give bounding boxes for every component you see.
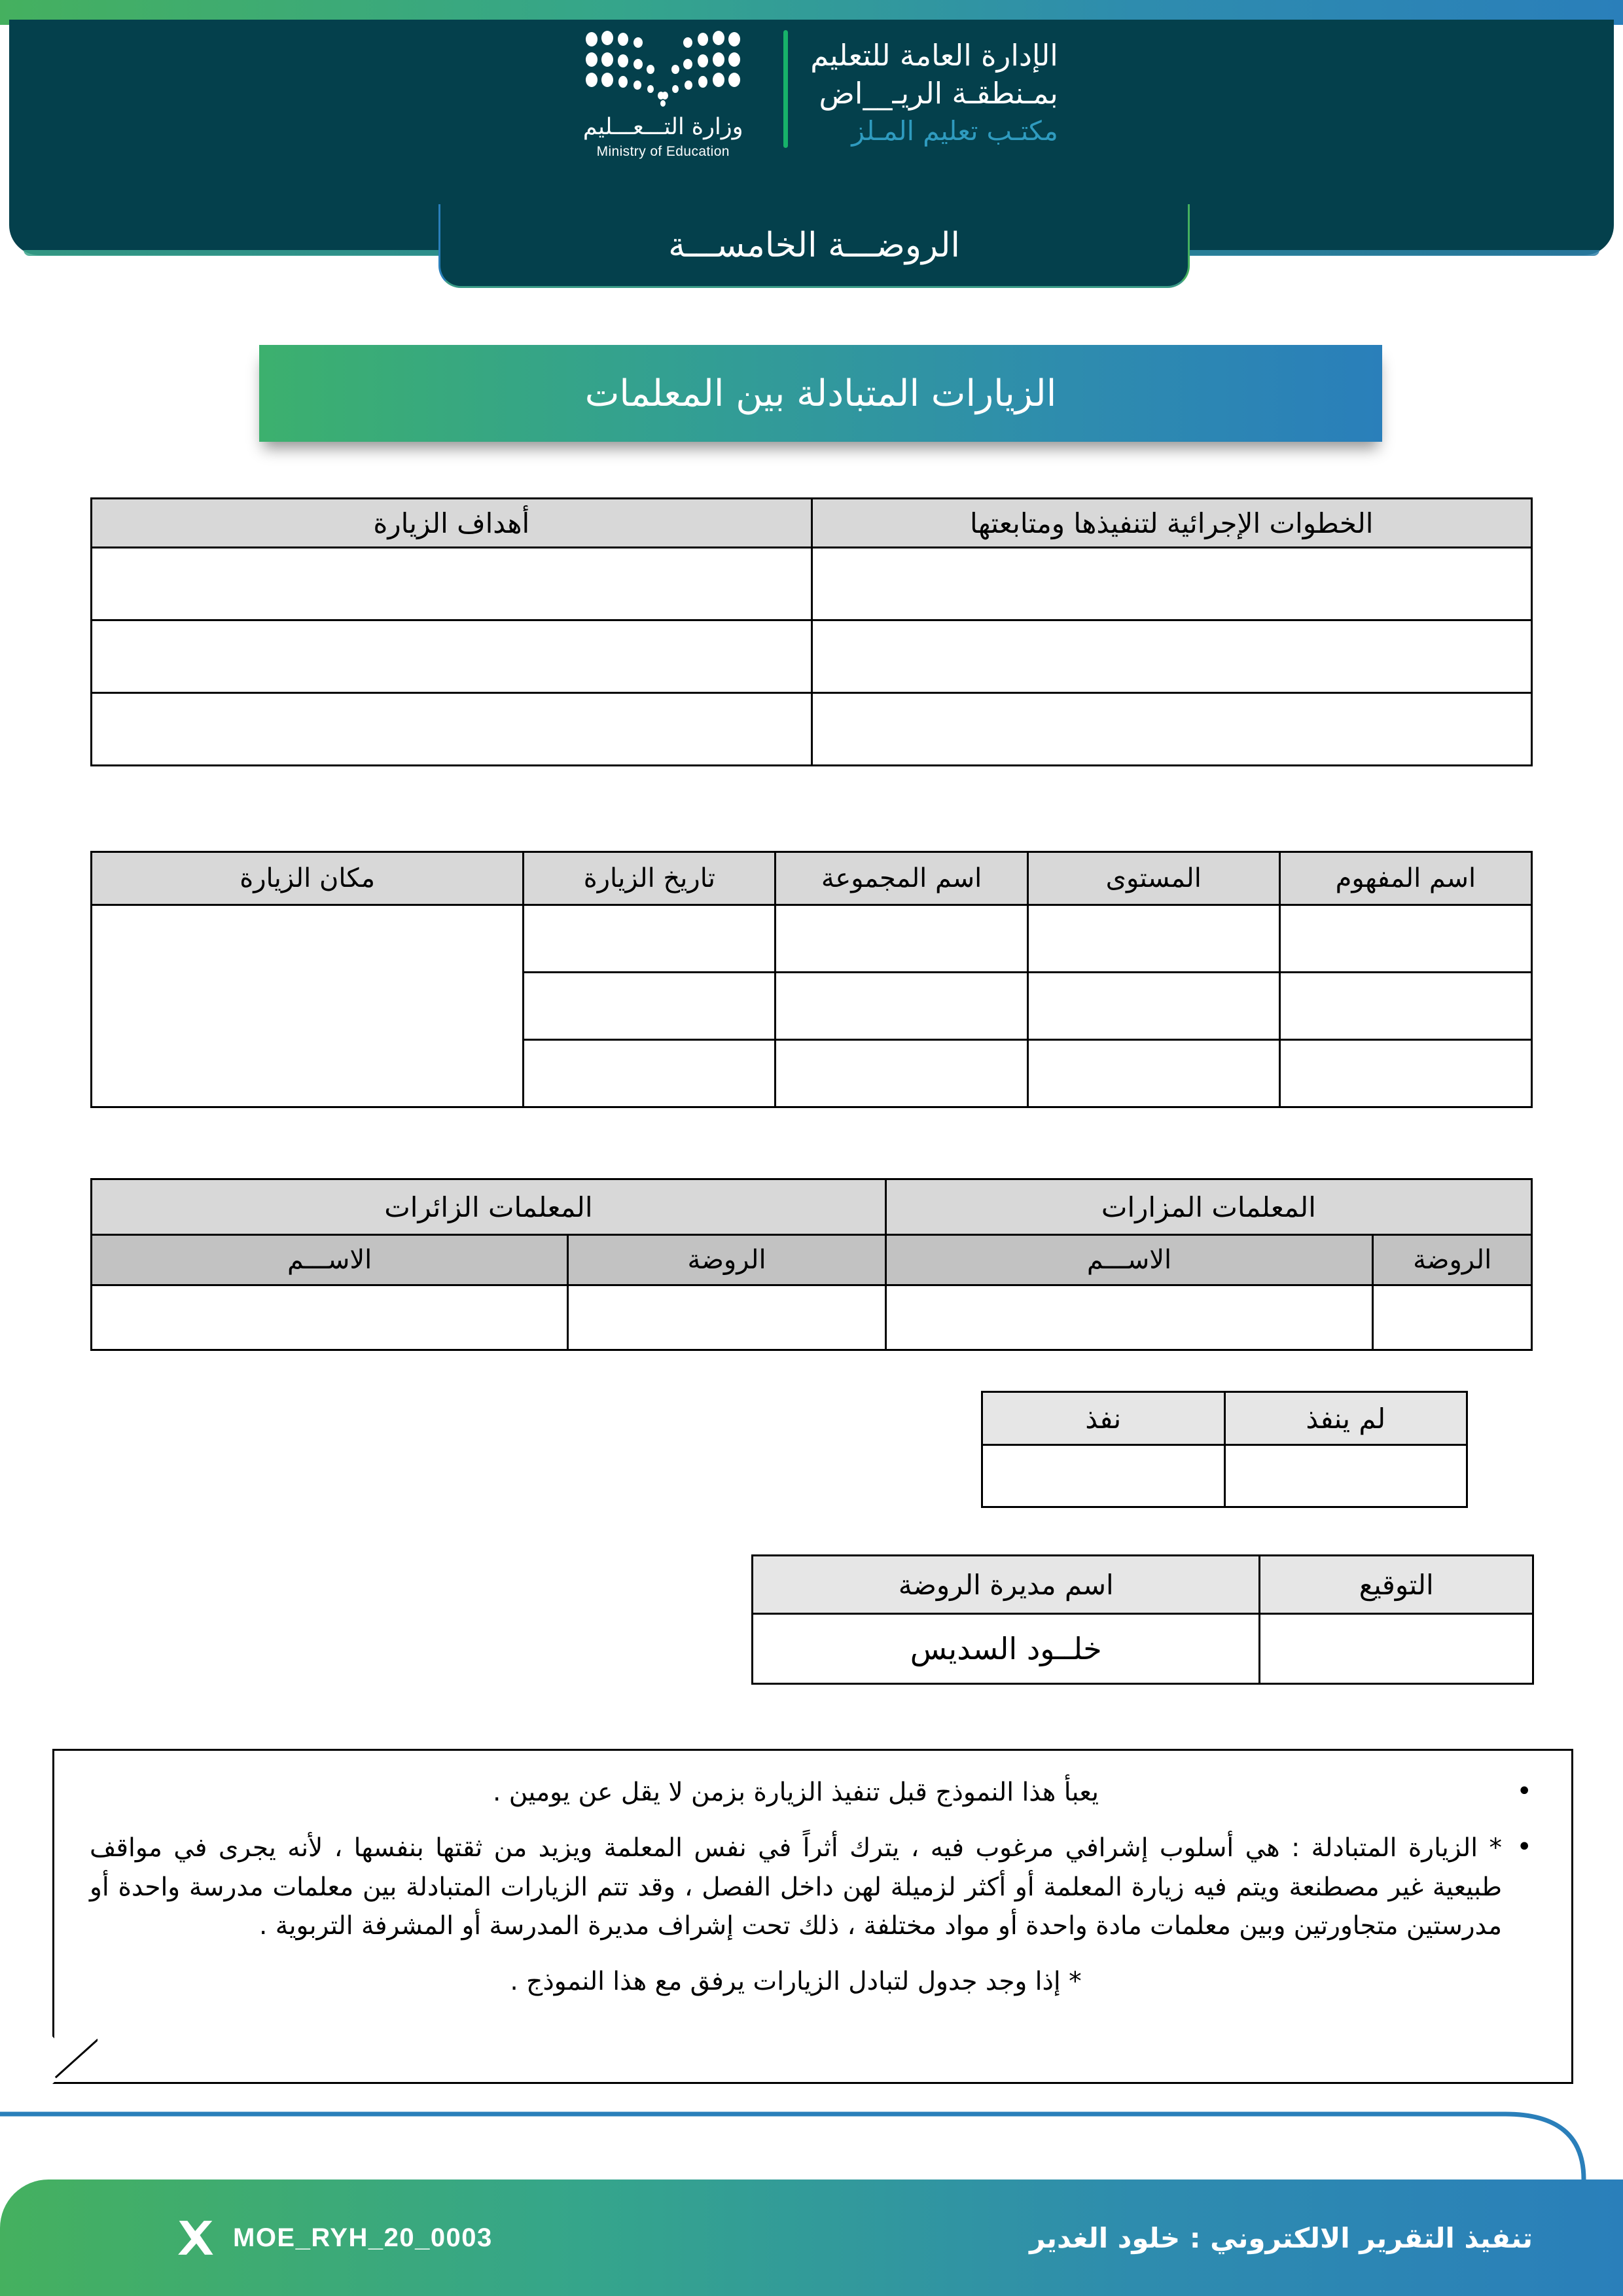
cell-executed[interactable]: [982, 1445, 1225, 1507]
page-title: الزيارات المتبادلة بين المعلمات: [584, 372, 1057, 415]
column-header-visit-date: تاريخ الزيارة: [524, 852, 776, 905]
kindergarten-badge: [438, 204, 1190, 288]
ministry-of-education-logo: [565, 30, 761, 160]
table-header-row: [982, 1392, 1467, 1445]
execution-status-table: [981, 1391, 1468, 1508]
column-header-executed: نفذ: [982, 1392, 1225, 1445]
notes-list: [90, 1773, 1536, 2001]
cell-visit-goals[interactable]: [92, 693, 812, 766]
column-header-not-executed: لم ينفذ: [1224, 1392, 1467, 1445]
table-header-row: [753, 1556, 1533, 1614]
column-header-visited-name: الاســـم: [885, 1235, 1372, 1285]
kindergarten-badge-label: الروضـــة الخامســـة: [668, 225, 960, 265]
cell-group-name[interactable]: [776, 905, 1027, 973]
footer-decorative-curve: [0, 2101, 1623, 2179]
footer-bar: [0, 2179, 1623, 2296]
table-row: [982, 1445, 1467, 1507]
visit-info-table: [90, 851, 1533, 1108]
header-vertical-divider: [783, 30, 788, 148]
page-fold-line: [54, 2039, 98, 2082]
column-header-group-name: اسم المجموعة: [776, 852, 1027, 905]
cell-visit-date[interactable]: [524, 1040, 776, 1107]
notes-box: [52, 1749, 1573, 2084]
cell-level[interactable]: [1027, 973, 1279, 1040]
education-office-name: مكتـب تعليم المـلز: [851, 115, 1058, 147]
header-content: [0, 30, 1623, 160]
principal-signature-table: [751, 1554, 1534, 1685]
note-item: • يعبأ هذا النموذج قبل تنفيذ الزيارة بزمن لا يقل عن يومين .: [90, 1773, 1536, 1812]
cell-group-name[interactable]: [776, 1040, 1027, 1107]
cell-level[interactable]: [1027, 905, 1279, 973]
cell-visiting-kindergarten[interactable]: [568, 1285, 886, 1350]
column-header-principal-name: اسم مديرة الروضة: [753, 1556, 1260, 1614]
org-line-2: بمـنطقـة الريـ__اض: [819, 76, 1058, 111]
footer-report-author: تنفيذ التقرير الالكتروني : خلود الغدير: [1029, 2221, 1533, 2254]
table-row: [753, 1614, 1533, 1684]
cell-visit-date[interactable]: [524, 905, 776, 973]
group-header-visited-teachers: المعلمات المزارات: [885, 1179, 1531, 1235]
table-group-header-row: [92, 1179, 1532, 1235]
cell-visiting-name[interactable]: [92, 1285, 568, 1350]
org-line-1: الإدارة العامة للتعليم: [810, 37, 1058, 73]
ministry-name-arabic: وزارة التـــعـــليم: [582, 114, 743, 140]
cell-level[interactable]: [1027, 1040, 1279, 1107]
column-header-signature: التوقيع: [1260, 1556, 1533, 1614]
table-row: [92, 548, 1532, 620]
table-row: [92, 905, 1532, 973]
column-header-level: المستوى: [1027, 852, 1279, 905]
group-header-visiting-teachers: المعلمات الزائرات: [92, 1179, 886, 1235]
table-row: [92, 620, 1532, 693]
cell-procedural-steps[interactable]: [812, 620, 1532, 693]
column-header-visit-goals: أهداف الزيارة: [92, 499, 812, 548]
cell-principal-name[interactable]: خلــود السديس: [753, 1614, 1260, 1684]
cell-visit-goals[interactable]: [92, 548, 812, 620]
cell-visited-name[interactable]: [885, 1285, 1372, 1350]
cell-group-name[interactable]: [776, 973, 1027, 1040]
table-subheader-row: [92, 1235, 1532, 1285]
column-header-procedural-steps: الخطوات الإجرائية لتنفيذها ومتابعتها: [812, 499, 1532, 548]
column-header-concept-name: اسم المفهوم: [1279, 852, 1531, 905]
column-header-visiting-kindergarten: الروضة: [568, 1235, 886, 1285]
cell-not-executed[interactable]: [1224, 1445, 1467, 1507]
table-row: [92, 693, 1532, 766]
document-title-banner: [259, 345, 1382, 442]
organization-titles: [810, 37, 1058, 153]
table-header-row: [92, 852, 1532, 905]
cell-visited-kindergarten[interactable]: [1373, 1285, 1532, 1350]
cell-signature[interactable]: [1260, 1614, 1533, 1684]
x-twitter-icon[interactable]: [175, 2217, 216, 2258]
cell-visit-place-merged[interactable]: [92, 905, 524, 1107]
footer-social-block: [175, 2217, 493, 2258]
saudi-vision-dots-icon: [581, 30, 745, 107]
table-row: [92, 1285, 1532, 1350]
cell-visit-goals[interactable]: [92, 620, 812, 693]
visit-goals-table: [90, 497, 1533, 766]
column-header-visited-kindergarten: الروضة: [1373, 1235, 1532, 1285]
cell-visit-date[interactable]: [524, 973, 776, 1040]
ministry-name-english: Ministry of Education: [596, 144, 730, 159]
note-item: * إذا وجد جدول لتبادل الزيارات يرفق مع هذا النموذج .: [510, 1967, 1082, 1997]
teachers-table: [90, 1178, 1533, 1351]
cell-concept-name[interactable]: [1279, 905, 1531, 973]
footer-document-code: MOE_RYH_20_0003: [233, 2223, 493, 2252]
cell-concept-name[interactable]: [1279, 973, 1531, 1040]
cell-concept-name[interactable]: [1279, 1040, 1531, 1107]
column-header-visiting-name: الاســـم: [92, 1235, 568, 1285]
cell-procedural-steps[interactable]: [812, 693, 1532, 766]
table-header-row: [92, 499, 1532, 548]
column-header-visit-place: مكان الزيارة: [92, 852, 524, 905]
note-item: • * الزيارة المتبادلة : هي أسلوب إشرافي مرغوب فيه ، يترك أثراً في نفس المعلمة ويزيد من ثقتها بنفسها ، لأنه يجرى في مواقف طبيعية غير مصطنعة ويتم فيه زيارة المعلمة أو أكثر لزميلة لهن داخل الفصل ، وقد تتم الزيارات المتبادلة بين معلمات مدرسة واحدة أو مدرستين متجاورتين وبين معلمات مادة واحدة أو مواد مختلفة ، ذلك تحت إشراف مديرة المدرسة أو المشرفة التربوية .: [90, 1829, 1536, 1945]
cell-procedural-steps[interactable]: [812, 548, 1532, 620]
